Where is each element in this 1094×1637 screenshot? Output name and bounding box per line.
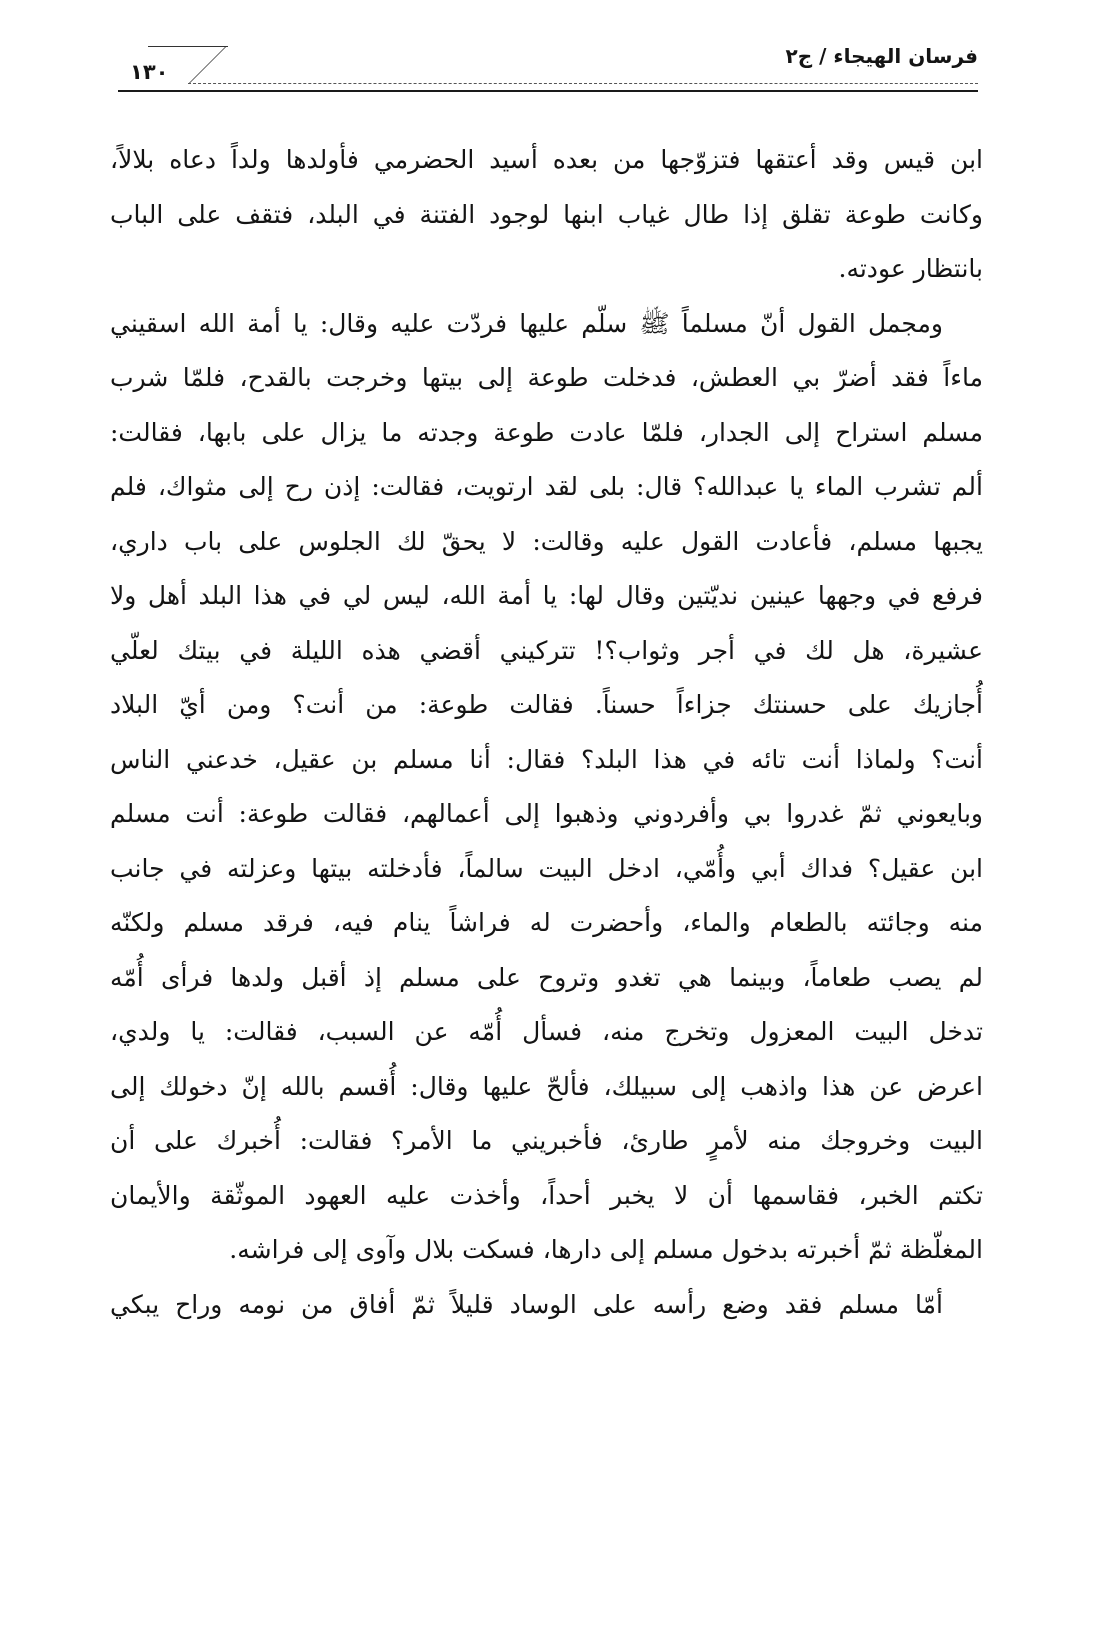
text-line: أمّا مسلم فقد وضع رأسه على الوساد قليلاً ثمّ أفاق من نومه وراح يبكي [110, 1289, 943, 1319]
text-line: لم يصب طعاماً، وبينما هي تغدو وتروح على مسلم إذ أقبل ولدها فرأى أُمّه [110, 962, 983, 992]
text-line: تدخل البيت المعزول وتخرج منه، فسأل أُمّه عن السبب، فقالت: يا ولدي، [110, 1017, 983, 1046]
text-line: اعرض عن هذا واذهب إلى سبيلك، فألحّ عليها وقال: أُقسم بالله إنّ دخولك إلى [110, 1071, 983, 1101]
text-line: منه وجائته بالطعام والماء، وأحضرت له فراشاً ينام فيه، فرقد مسلم ولكنّه [110, 908, 983, 937]
text-line: أنت؟ ولماذا أنت تائه في هذا البلد؟ فقال: أنا مسلم بن عقيل، خدعني الناس [110, 744, 983, 774]
text-line: ومجمل القول أنّ مسلماً ﷺ سلّم عليها فردّت عليه وقال: يا أمة الله اسقيني [110, 308, 943, 338]
running-title: فرسان الهيجاء / ج٢ [785, 44, 978, 68]
text-line: تكتم الخبر، فقاسمها أن لا يخبر أحداً، وأخذت عليه العهود الموثّقة والأيمان [110, 1180, 983, 1210]
body-text [110, 133, 983, 1332]
text-line: وكانت طوعة تقلق إذا طال غياب ابنها لوجود الفتنة في البلد، فتقف على الباب [110, 199, 983, 229]
text-line: يجبها مسلم، فأعادت القول عليه وقالت: لا يحقّ لك الجلوس على باب داري، [110, 526, 983, 556]
header-rule-dashed [188, 83, 978, 84]
text-line: بانتظار عودته. [838, 254, 983, 283]
text-line: ماءاً فقد أضرّ بي العطش، فدخلت طوعة إلى بيتها وخرجت بالقدح، فلمّا شرب [110, 363, 983, 392]
text-line: أُجازيك على حسنتك جزاءاً حسناً. فقالت طوعة: من أنت؟ ومن أيّ البلاد [110, 690, 983, 719]
text-line: فرفع في وجهها عينين نديّتين وقال لها: يا أمة الله، ليس لي في هذا البلد أهل ولا [110, 581, 983, 610]
page-header [118, 38, 978, 100]
text-line: ابن عقيل؟ فداك أبي وأُمّي، ادخل البيت سالماً، فأدخلته بيتها وعزلته في جانب [110, 853, 983, 883]
text-line: ألم تشرب الماء يا عبدالله؟ قال: بلى لقد ارتويت، فقالت: إذن رح إلى مثواك، فلم [110, 472, 983, 501]
text-line: ابن قيس وقد أعتقها فتزوّجها من بعده أسيد الحضرمي فأولدها ولداً دعاه بلالاً، [110, 145, 983, 174]
page-number: ١٣٠ [130, 60, 169, 84]
header-rule [118, 90, 978, 92]
text-line: البيت وخروجك منه لأمرٍ طارئ، فأخبريني ما الأمر؟ فقالت: أُخبرك على أن [110, 1126, 983, 1155]
text-line: عشيرة، هل لك في أجر وثواب؟! تتركيني أقضي هذه الليلة في بيتك لعلّي [110, 635, 983, 665]
text-line: مسلم استراح إلى الجدار، فلمّا عادت طوعة وجدته ما يزال على بابها، فقالت: [110, 417, 983, 447]
text-line: وبايعوني ثمّ غدروا بي وأفردوني وذهبوا إلى أعمالهم، فقالت طوعة: أنت مسلم [110, 799, 983, 828]
text-line: المغلّظة ثمّ أخبرته بدخول مسلم إلى دارها، فسكت بلال وآوى إلى فراشه. [229, 1235, 983, 1264]
header-rule-diagonal [188, 46, 267, 84]
header-rule-top [148, 46, 228, 47]
